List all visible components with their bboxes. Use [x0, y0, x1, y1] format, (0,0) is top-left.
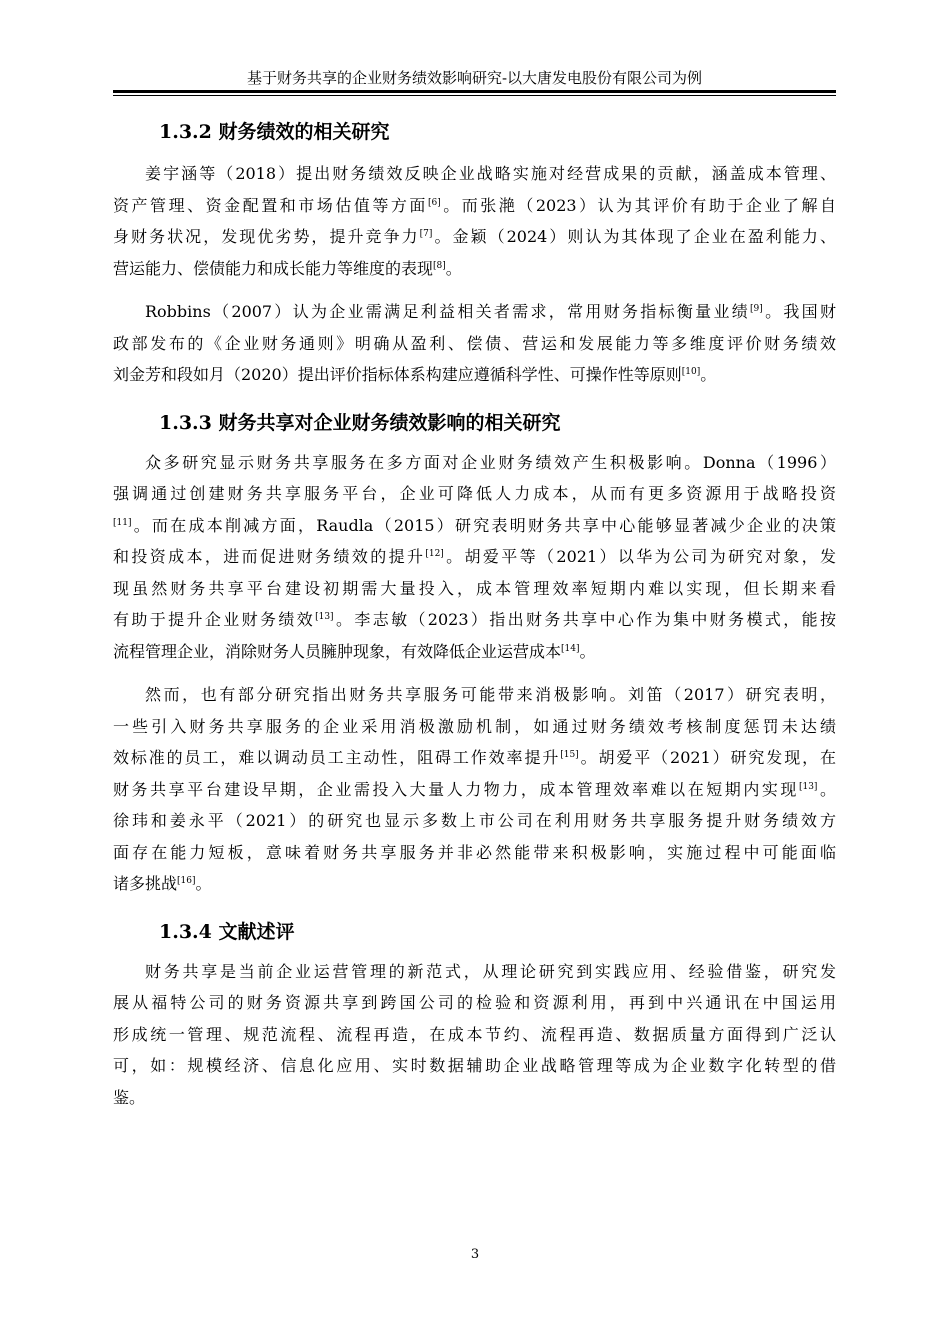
text-line: 展从福特公司的财务资源共享到跨国公司的检验和资源利用，再到中兴通讯在中国运用: [113, 993, 836, 1012]
citation-ref: [12]: [425, 549, 444, 559]
text-line: 一些引入财务共享服务的企业采用消极激励机制，如通过财务绩效考核制度惩罚未达绩: [113, 716, 836, 736]
text-line: 效标准的员工，难以调动员工主动性，阻碍工作效率提升[15]。胡爱平（2021）研究发现，在: [113, 748, 836, 767]
citation-ref: [10]: [681, 367, 701, 377]
text-line: 诸多挑战[16]。: [113, 874, 212, 893]
header-rule-thin: [113, 95, 836, 96]
citation-ref: [15]: [560, 750, 579, 760]
text-line: 众多研究显示财务共享服务在多方面对企业财务绩效产生积极影响。Donna（1996）: [145, 452, 836, 472]
text-line: 和投资成本，进而促进财务绩效的提升[12]。胡爱平等（2021）以华为公司为研究对象，发: [113, 547, 836, 566]
text-line: 有助于提升企业财务绩效[13]。李志敏（2023）指出财务共享中心作为集中财务模式，能按: [113, 610, 836, 629]
section-heading-1-3-3: 1.3.3 财务共享对企业财务绩效影响的相关研究: [159, 411, 561, 434]
text-line: 身财务状况，发现优劣势，提升竞争力[7]。金颖（2024）则认为其体现了企业在盈利能力、: [113, 227, 836, 246]
text-line: 营运能力、偿债能力和成长能力等维度的表现[8]。: [113, 258, 462, 278]
text-line: 鉴。: [113, 1087, 146, 1107]
text-line: 财务共享是当前企业运营管理的新范式，从理论研究到实践应用、经验借鉴，研究发: [145, 961, 836, 981]
page-number: 3: [470, 1247, 480, 1262]
paragraph: [113, 158, 836, 284]
text-line: 刘金芳和段如月（2020）提出评价指标体系构建应遵循科学性、可操作性等原则[10]。: [113, 365, 717, 384]
paragraph: [113, 447, 836, 668]
citation-ref: [16]: [177, 876, 196, 886]
citation-ref: [8]: [433, 260, 446, 271]
text-line: 政部发布的《企业财务通则》明确从盈利、偿债、营运和发展能力等多维度评价财务绩效: [113, 333, 836, 353]
section-heading-1-3-4: 1.3.4 文献述评: [159, 920, 295, 943]
citation-ref: [14]: [561, 643, 580, 654]
paragraph: [113, 679, 836, 900]
header-rule-thick: [113, 90, 836, 93]
text-line: 形成统一管理、规范流程、流程再造，在成本节约、流程再造、数据质量方面得到广泛认: [113, 1024, 836, 1044]
citation-ref: [6]: [427, 197, 441, 208]
text-line: 现虽然财务共享平台建设初期需大量投入，成本管理效率短期内难以实现，但长期来看: [113, 578, 836, 598]
text-line: Robbins（2007）认为企业需满足利益相关者需求，常用财务指标衡量业绩[9]。我国财: [145, 302, 836, 321]
text-line: 可，如：规模经济、信息化应用、实时数据辅助企业战略管理等成为企业数字化转型的借: [113, 1056, 836, 1075]
text-line: 强调通过创建财务共享服务平台，企业可降低人力成本，从而有更多资源用于战略投资: [113, 484, 836, 503]
citation-ref: [9]: [750, 304, 763, 314]
page-body: [113, 114, 836, 1113]
section-heading-1-3-2: 1.3.2 财务绩效的相关研究: [159, 121, 390, 143]
text-line: [11]。而在成本削减方面，Raudla（2015）研究表明财务共享中心能够显著减少企业的决策: [113, 515, 836, 535]
citation-ref: [13]: [798, 781, 818, 792]
paragraph: [113, 956, 836, 1114]
text-line: 面存在能力短板，意味着财务共享服务并非必然能带来积极影响，实施过程中可能面临: [113, 842, 836, 862]
text-line: 姜宇涵等（2018）提出财务绩效反映企业战略实施对经营成果的贡献，涵盖成本管理、: [145, 164, 836, 183]
text-line: 财务共享平台建设早期，企业需投入大量人力物力，成本管理效率难以在短期内实现[13]。: [113, 779, 836, 799]
running-header: 基于财务共享的企业财务绩效影响研究-以大唐发电股份有限公司为例: [246, 69, 703, 87]
citation-ref: [7]: [419, 229, 433, 239]
text-line: 流程管理企业，消除财务人员臃肿现象，有效降低企业运营成本[14]。: [113, 641, 596, 661]
citation-ref: [11]: [113, 517, 132, 528]
text-line: 资产管理、资金配置和市场估值等方面[6]。而张滟（2023）认为其评价有助于企业了解自: [113, 195, 836, 215]
text-line: 然而，也有部分研究指出财务共享服务可能带来消极影响。刘笛（2017）研究表明，: [145, 685, 836, 704]
citation-ref: [13]: [315, 612, 334, 622]
paragraph: [113, 296, 836, 391]
text-line: 徐玮和姜永平（2021）的研究也显示多数上市公司在利用财务共享服务提升财务绩效方: [113, 811, 836, 830]
